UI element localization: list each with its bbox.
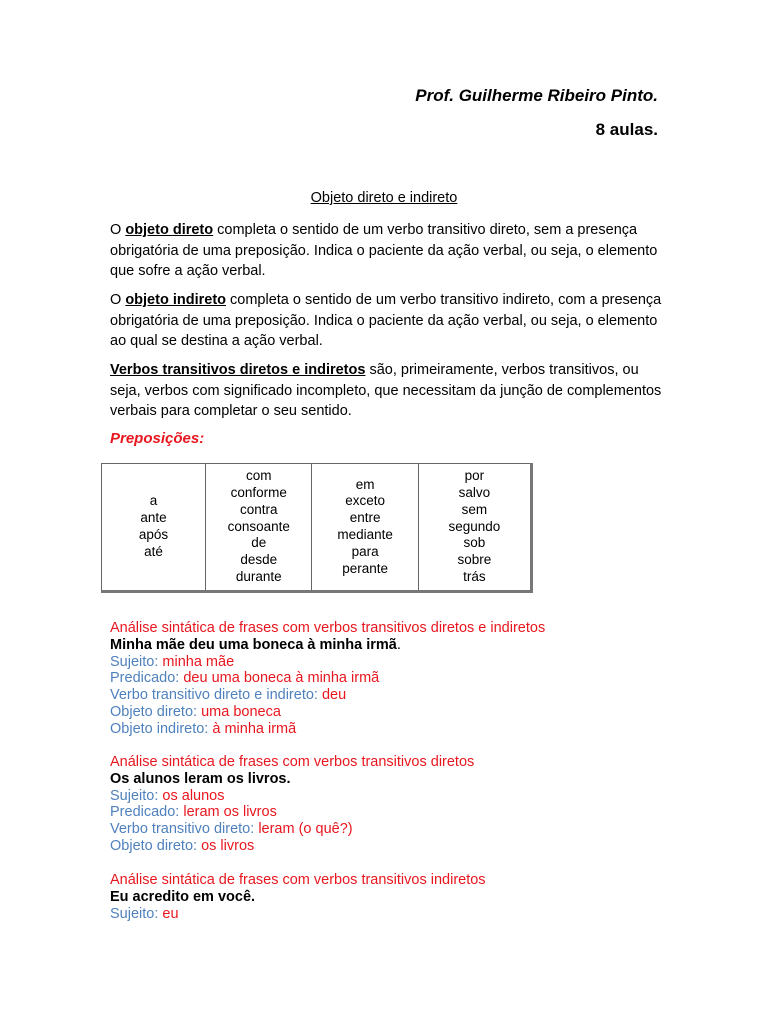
- preposition: perante: [342, 560, 388, 576]
- preposition: de: [251, 535, 267, 551]
- preposition: sem: [461, 501, 488, 517]
- preposition: com: [245, 468, 272, 484]
- analysis-row: [110, 788, 710, 805]
- preposition: ante: [140, 510, 167, 526]
- prepositions-column: [206, 464, 312, 592]
- preposition: após: [138, 527, 169, 542]
- paragraph-indirect-object: [110, 290, 670, 352]
- preposition: consoante: [227, 518, 290, 534]
- preposition: entre: [349, 510, 381, 526]
- preposition: mediante: [337, 527, 393, 542]
- term-direct-object: objeto direto: [125, 222, 214, 238]
- analysis-value: os alunos: [162, 787, 225, 804]
- analysis-row: [110, 721, 710, 738]
- analysis-label: Verbo transitivo direto:: [110, 821, 259, 838]
- prepositions-heading: Preposições:: [110, 430, 205, 447]
- sentence-text: Minha mãe deu uma boneca à minha irmã: [110, 636, 397, 653]
- analysis-label: Sujeito:: [110, 787, 163, 804]
- prepositions-column: [418, 464, 531, 592]
- analysis-label: Predicado:: [110, 670, 184, 687]
- preposition: em: [355, 476, 375, 492]
- analysis-label: Sujeito:: [110, 653, 163, 670]
- analysis-heading: Análise sintática de frases com verbos transitivos diretos e indiretos: [110, 620, 546, 636]
- analysis-label: Objeto direto:: [110, 703, 202, 720]
- analysis-row: [110, 804, 710, 821]
- analysis-value: uma boneca: [201, 703, 281, 720]
- example-sentence: [110, 889, 710, 906]
- analysis-block-indirect: [110, 872, 710, 922]
- analysis-value: deu: [321, 687, 347, 704]
- preposition: por: [464, 468, 485, 484]
- paragraph-lead: O: [110, 222, 126, 238]
- analysis-value: leram os livros: [183, 804, 277, 821]
- preposition: desde: [240, 552, 278, 568]
- analysis-row: [110, 654, 710, 671]
- prepositions-column: [102, 464, 206, 592]
- author-name: Prof. Guilherme Ribeiro Pinto.: [415, 86, 658, 105]
- lesson-count: 8 aulas.: [595, 120, 658, 139]
- paragraph-transitive-verbs: [110, 360, 670, 422]
- example-sentence: [110, 637, 710, 654]
- sentence-text: Os alunos leram os livros.: [110, 770, 291, 787]
- preposition: conforme: [230, 485, 287, 500]
- analysis-row: [110, 670, 710, 687]
- preposition: contra: [239, 501, 278, 517]
- preposition: sob: [463, 535, 486, 551]
- paragraph-text: são, primeiramente, verbos transitivos, ou seja, verbos com significado incompleto, que necessitam da junção de complementos verbais para completar o seu sentido.: [110, 362, 662, 419]
- analysis-row: [110, 821, 710, 838]
- analysis-row: [110, 838, 710, 855]
- analysis-value: à minha irmã: [212, 720, 297, 737]
- paragraph-text: completa o sentido de um verbo transitivo direto, sem a presença obrigatória de uma preposição. Indica o paciente da ação verbal, ou seja, o elemento que sofre a ação verbal.: [110, 222, 658, 279]
- preposition: sobre: [457, 552, 492, 568]
- paragraph-lead: O: [110, 292, 126, 308]
- analysis-heading: Análise sintática de frases com verbos transitivos indiretos: [110, 872, 486, 888]
- analysis-label: Verbo transitivo direto e indireto:: [110, 687, 322, 704]
- analysis-row: [110, 704, 710, 721]
- paragraph-direct-object: [110, 220, 670, 282]
- preposition: durante: [235, 568, 282, 584]
- analysis-row: [110, 687, 710, 704]
- preposition: a: [149, 493, 158, 509]
- analysis-value: eu: [162, 905, 179, 922]
- term-transitive-verbs: Verbos transitivos diretos e indiretos: [110, 362, 366, 378]
- preposition: até: [144, 543, 163, 559]
- analysis-heading: Análise sintática de frases com verbos transitivos diretos: [110, 754, 475, 770]
- analysis-block-direct: [110, 754, 710, 855]
- analysis-label: Predicado:: [110, 804, 184, 821]
- paragraph-text: completa o sentido de um verbo transitivo indireto, com a presença obrigatória de uma preposição. Indica o paciente da ação verbal, ou seja, o elemento ao qual se destina a ação verbal.: [110, 292, 662, 349]
- preposition: salvo: [458, 485, 491, 500]
- analysis-value: os livros: [201, 837, 255, 854]
- preposition: trás: [463, 568, 486, 584]
- example-sentence: [110, 771, 710, 788]
- analysis-value: deu uma boneca à minha irmã: [183, 670, 380, 687]
- preposition: segundo: [448, 518, 501, 534]
- sentence-suffix: .: [396, 636, 401, 653]
- term-indirect-object: objeto indireto: [125, 292, 226, 308]
- document-title: Objeto direto e indireto: [310, 190, 458, 206]
- prepositions-table: [101, 463, 533, 593]
- prepositions-column: [312, 464, 418, 592]
- analysis-block-direct-indirect: [110, 620, 710, 738]
- analysis-label: Objeto direto:: [110, 837, 202, 854]
- analysis-value: leram (o quê?): [258, 821, 353, 838]
- analysis-value: minha mãe: [162, 653, 235, 670]
- sentence-text: Eu acredito em você.: [110, 888, 256, 905]
- analysis-label: Sujeito:: [110, 905, 163, 922]
- analysis-label: Objeto indireto:: [110, 720, 213, 737]
- preposition: exceto: [345, 493, 385, 509]
- preposition: para: [351, 543, 379, 559]
- analysis-row: [110, 906, 710, 923]
